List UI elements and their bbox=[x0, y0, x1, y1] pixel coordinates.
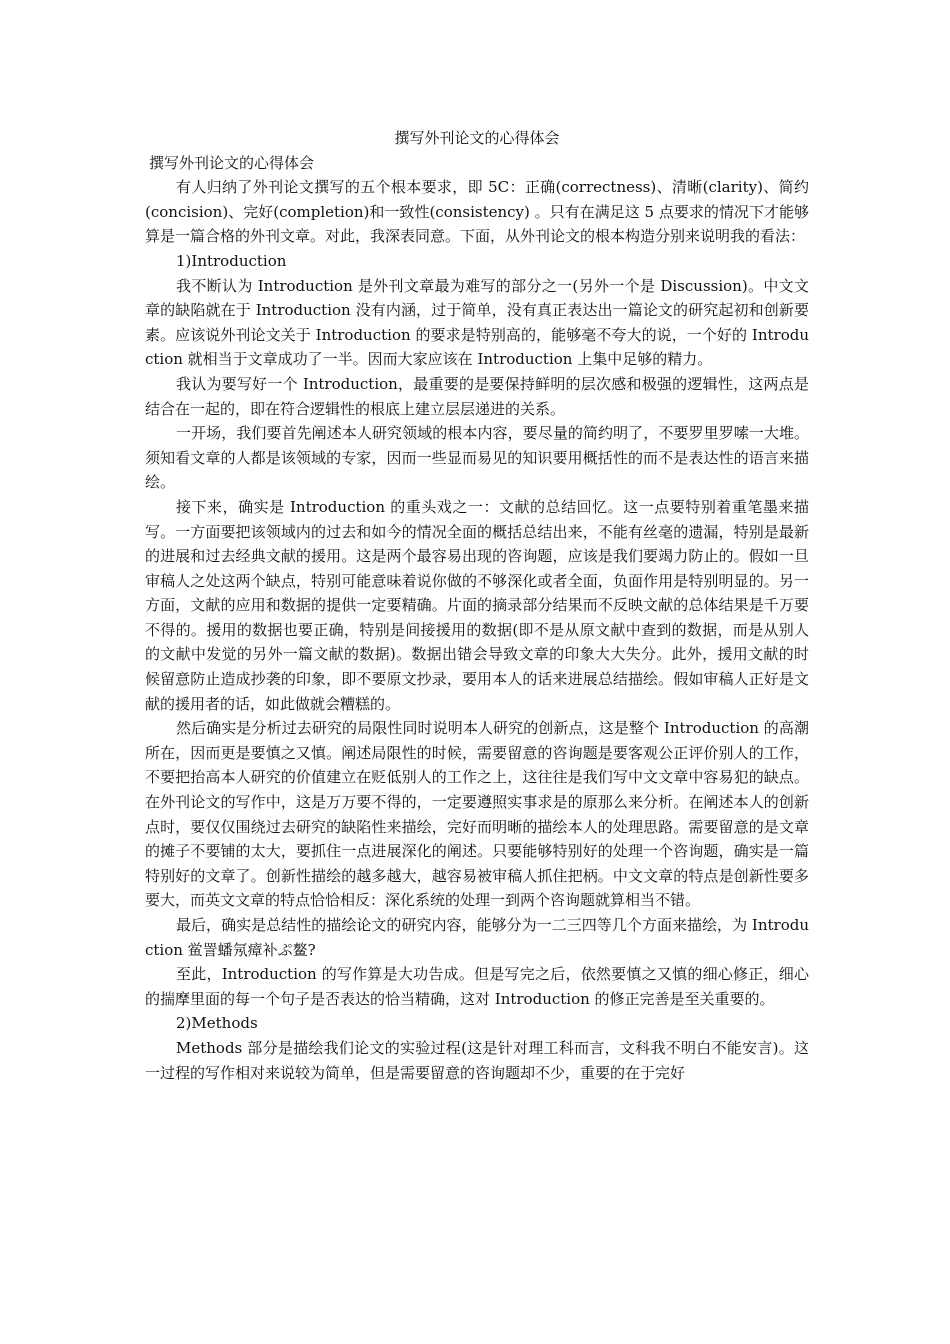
document-body bbox=[145, 126, 809, 1085]
body-paragraph: 然后确实是分析过去研究的局限性同时说明本人研究的创新点，这是整个 Introduction 的高潮所在，因而更是要慎之又慎。阐述局限性的时候，需要留意的咨询题是要客观公正评价别人的工作，不要把抬高本人研究的价值建立在贬低别人的工作之上，这往往是我们写中文文章中容易犯的缺点。在外刊论文的写作中，这是万万要不得的，一定要遵照实事求是的原那么来分析。在阐述本人的创新点时，要仅仅围绕过去研究的缺陷性来描绘，完好而明晰的描绘本人的处理思路。需要留意的是文章的摊子不要铺的太大，要抓住一点进展深化的阐述。只要能够特别好的处理一个咨询题，确实是一篇特别好的文章了。创新性描绘的越多越大，越容易被审稿人抓住把柄。中文文章的特点是创新性要多要大，而英文文章的特点恰恰相反：深化系统的处理一到两个咨询题就算相当不错。 bbox=[145, 719, 809, 910]
body-paragraph: 至此，Introduction 的写作算是大功告成。但是写完之后，依然要慎之又慎的细心修正，细心的揣摩里面的每一个句子是否表达的恰当精确，这对 Introduction 的修正完善是至关重要的。 bbox=[145, 965, 809, 1008]
body-paragraph: 我不断认为 Introduction 是外刊文章最为难写的部分之一(另外一个是 Discussion)。中文文章的缺陷就在于 Introduction 没有内涵，过于简单，没有真正表达出一篇论文的研究起初和创新要素。应该说外刊论文关于 Introduction 的要求是特别高的，能够毫不夸大的说，一个好的 Introduction 就相当于文章成功了一半。因而大家应该在 Introduction 上集中足够的精力。 bbox=[145, 276, 809, 369]
body-paragraph: 一开场，我们要首先阐述本人研究领域的根本内容，要尽量的简约明了，不要罗里罗嗦一大堆。须知看文章的人都是该领域的专家，因而一些显而易见的知识要用概括性的而不是表达性的语言来描绘。 bbox=[145, 424, 809, 492]
document-title: 撰写外刊论文的心得体会 bbox=[394, 129, 560, 147]
paragraph-list bbox=[145, 175, 809, 1085]
section-heading: 1)Introduction bbox=[176, 251, 287, 270]
body-paragraph: Methods 部分是描绘我们论文的实验过程(这是针对理工科而言，文科我不明白不能安言)。这一过程的写作相对来说较为简单，但是需要留意的咨询题却不少，重要的在于完好 bbox=[145, 1038, 809, 1082]
body-paragraph: 最后，确实是总结性的描绘论文的研究内容，能够分为一二三四等几个方面来描绘，为 Introduction 鲎詈蟠氖瘴补ぷ鳌? bbox=[145, 916, 809, 959]
document-subtitle: 撰写外刊论文的心得体会 bbox=[149, 153, 315, 172]
body-paragraph: 接下来，确实是 Introduction 的重头戏之一：文献的总结回忆。这一点要特别着重笔墨来描写。一方面要把该领域内的过去和如今的情况全面的概括总结出来，不能有丝毫的遗漏，特别是最新的进展和过去经典文献的援用。这是两个最容易出现的咨询题，应该是我们要竭力防止的。假如一旦审稿人之处这两个缺点，特别可能意味着说你做的不够深化或者全面，负面作用是特别明显的。另一方面，文献的应用和数据的提供一定要精确。片面的摘录部分结果而不反映文献的总体结果是千万要不得的。援用的数据也要正确，特别是间接援用的数据(即不是从原文献中查到的数据，而是从别人的文献中发觉的另外一篇文献的数据)。数据出错会导致文章的印象大大失分。此外，援用文献的时候留意防止造成抄袭的印象，即不要原文抄录，要用本人的话来进展总结描绘。假如审稿人正好是文献的援用者的话，如此做就会糟糕的。 bbox=[145, 497, 809, 713]
body-paragraph: 我认为要写好一个 Introduction，最重要的是要保持鲜明的层次感和极强的逻辑性，这两点是结合在一起的，即在符合逻辑性的根底上建立层层递进的关系。 bbox=[145, 374, 809, 418]
body-paragraph: 有人归纳了外刊论文撰写的五个根本要求，即 5C：正确(correctness)、清晰(clarity)、简约(concision)、完好(completion)和一致性(consistency) 。只有在满足这 5 点要求的情况下才能够算是一篇合格的外刊文章。对此，我深表同意。下面，从外刊论文的根本构造分别来说明我的看法： bbox=[145, 178, 809, 246]
section-heading: 2)Methods bbox=[176, 1014, 258, 1033]
